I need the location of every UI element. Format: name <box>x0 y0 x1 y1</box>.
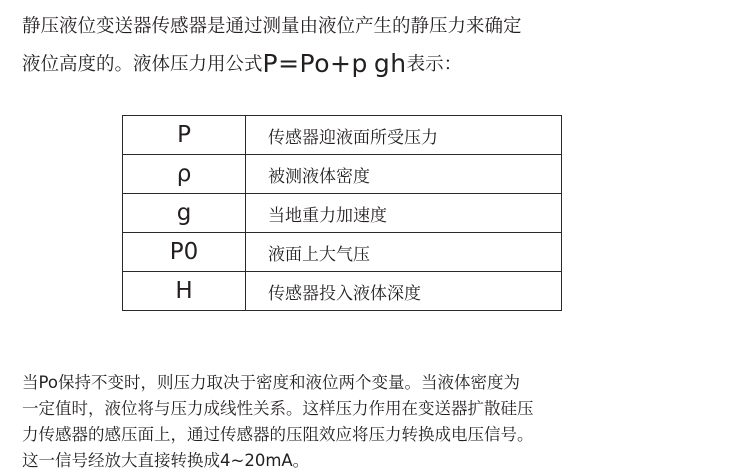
description-cell: 传感器迎液面所受压力 <box>246 116 562 155</box>
formula-symbol-gh: gh <box>373 49 407 78</box>
formula-symbol-po: Po <box>299 49 331 78</box>
formula-plus: + <box>330 49 352 78</box>
symbol-cell: P0 <box>123 233 246 272</box>
table-row <box>123 116 562 155</box>
formula-symbol-rho: p <box>351 49 368 78</box>
symbol-cell: g <box>123 194 246 233</box>
outro-line-4: 这一信号经放大直接转换成4~20mA。 <box>22 451 310 470</box>
intro-paragraph <box>22 8 722 83</box>
symbol-cell: P <box>123 116 246 155</box>
intro-line-1: 静压液位变送器传感器是通过测量由液位产生的静压力来确定 <box>22 16 522 37</box>
table-row <box>123 155 562 194</box>
symbol-cell: ρ <box>123 155 246 194</box>
description-cell: 液面上大气压 <box>246 233 562 272</box>
intro-line-2-text-before: 液位高度的。液体压力用公式 <box>22 54 263 75</box>
outro-paragraph <box>22 370 722 474</box>
intro-line-2-text-after: 表示： <box>406 54 463 75</box>
outro-line-2: 一定值时，液位将与压力成线性关系。这样压力作用在变送器扩散硅压 <box>22 399 534 418</box>
table-row <box>123 272 562 311</box>
symbol-definition-table <box>122 115 562 311</box>
formula-equals: = <box>278 49 300 78</box>
description-cell: 被测液体密度 <box>246 155 562 194</box>
outro-line-3: 力传感器的感压面上，通过传感器的压阻效应将压力转换成电压信号。 <box>22 425 534 444</box>
symbol-cell: H <box>123 272 246 311</box>
formula-symbol-p: P <box>262 49 279 78</box>
description-cell: 传感器投入液体深度 <box>246 272 562 311</box>
outro-line-1: 当Po保持不变时，则压力取决于密度和液位两个变量。当液体密度为 <box>22 373 520 392</box>
pressure-formula <box>263 49 407 78</box>
description-cell: 当地重力加速度 <box>246 194 562 233</box>
table-row <box>123 194 562 233</box>
table-row <box>123 233 562 272</box>
intro-line-2 <box>22 45 722 83</box>
